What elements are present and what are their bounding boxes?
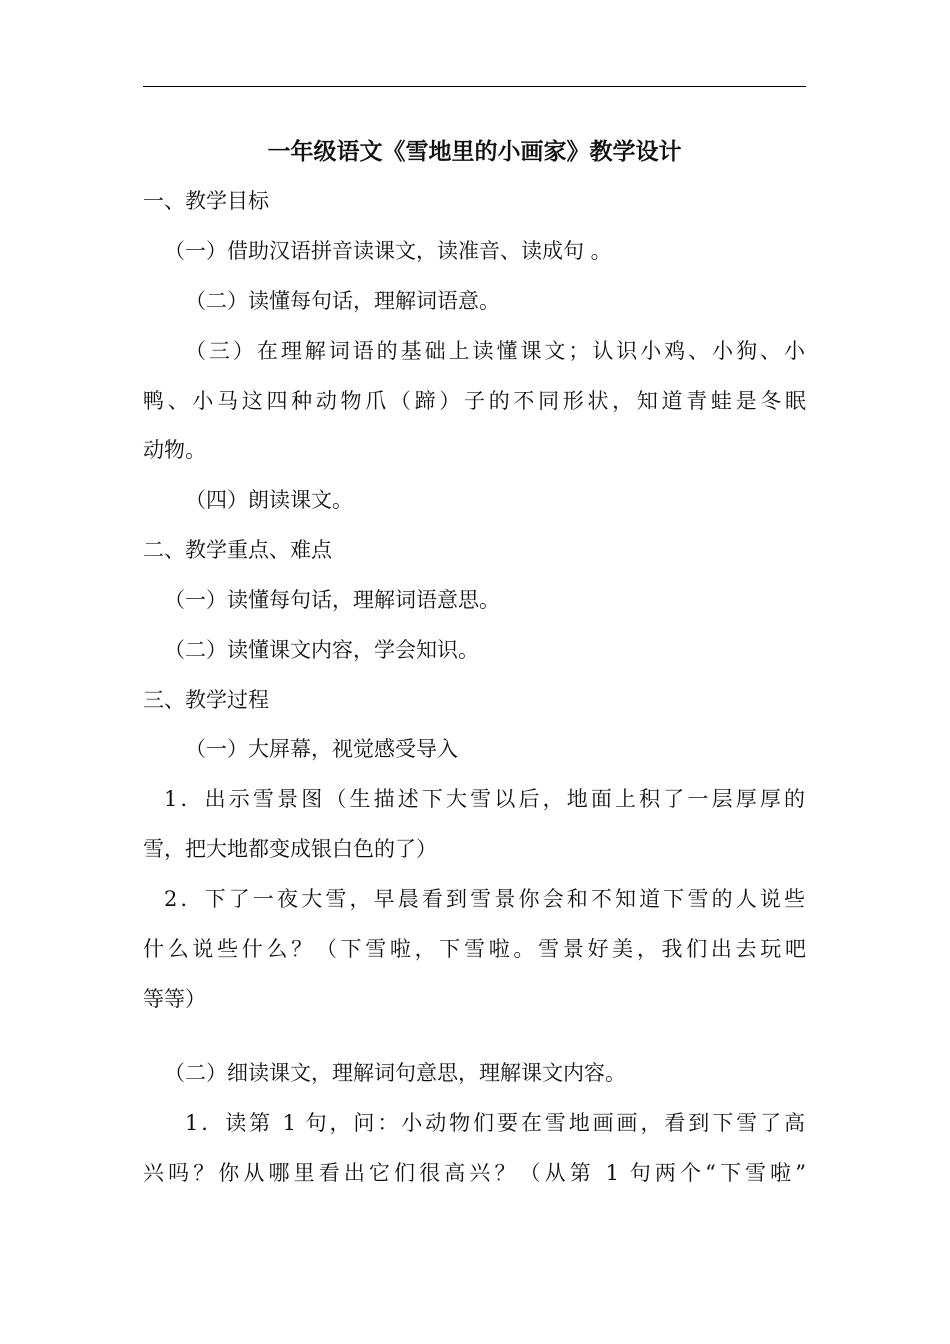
objective-4: （四）朗读课文。	[185, 488, 353, 512]
key-point-1: （一）读懂每句话，理解词语意思。	[164, 588, 500, 612]
objective-3-line-1: （三）在理解词语的基础上读懂课文；认识小鸡、小狗、小	[185, 339, 805, 363]
objective-3-line-3: 动物。	[143, 438, 206, 462]
header-rule	[143, 86, 806, 87]
process-item-1-line-2: 雪，把大地都变成银白色的了）	[143, 837, 437, 861]
process-step-2-heading: （二）细读课文，理解词句意思，理解课文内容。	[164, 1061, 626, 1085]
section-heading-key-points: 二、教学重点、难点	[143, 538, 332, 562]
key-point-2: （二）读懂课文内容，学会知识。	[164, 638, 479, 662]
process-item-2-line-2: 什么说些什么？（下雪啦，下雪啦。雪景好美，我们出去玩吧	[143, 937, 806, 961]
objective-2: （二）读懂每句话，理解词语意。	[185, 289, 500, 313]
document-title: 一年级语文《雪地里的小画家》教学设计	[267, 138, 682, 165]
process-step-1-heading: （一）大屏幕，视觉感受导入	[185, 737, 458, 761]
objective-1: （一）借助汉语拼音读课文，读准音、读成句 。	[164, 239, 612, 263]
process-item-2-line-1: 2．下了一夜大雪，早晨看到雪景你会和不知道下雪的人说些	[164, 887, 805, 911]
process-step-2-item-1-line-2: 兴吗？你从哪里看出它们很高兴？（从第 1 句两个“下雪啦”	[143, 1161, 806, 1185]
process-step-2-item-1-line-1: 1．读第 1 句，问：小动物们要在雪地画画，看到下雪了高	[185, 1111, 805, 1135]
objective-3-line-2: 鸭、小马这四种动物爪（蹄）子的不同形状，知道青蛙是冬眠	[143, 389, 806, 413]
section-heading-process: 三、教学过程	[143, 688, 269, 712]
process-item-2-line-3: 等等）	[143, 987, 206, 1011]
section-heading-objectives: 一、教学目标	[143, 189, 269, 213]
process-item-1-line-1: 1．出示雪景图（生描述下大雪以后，地面上积了一层厚厚的	[164, 787, 805, 811]
